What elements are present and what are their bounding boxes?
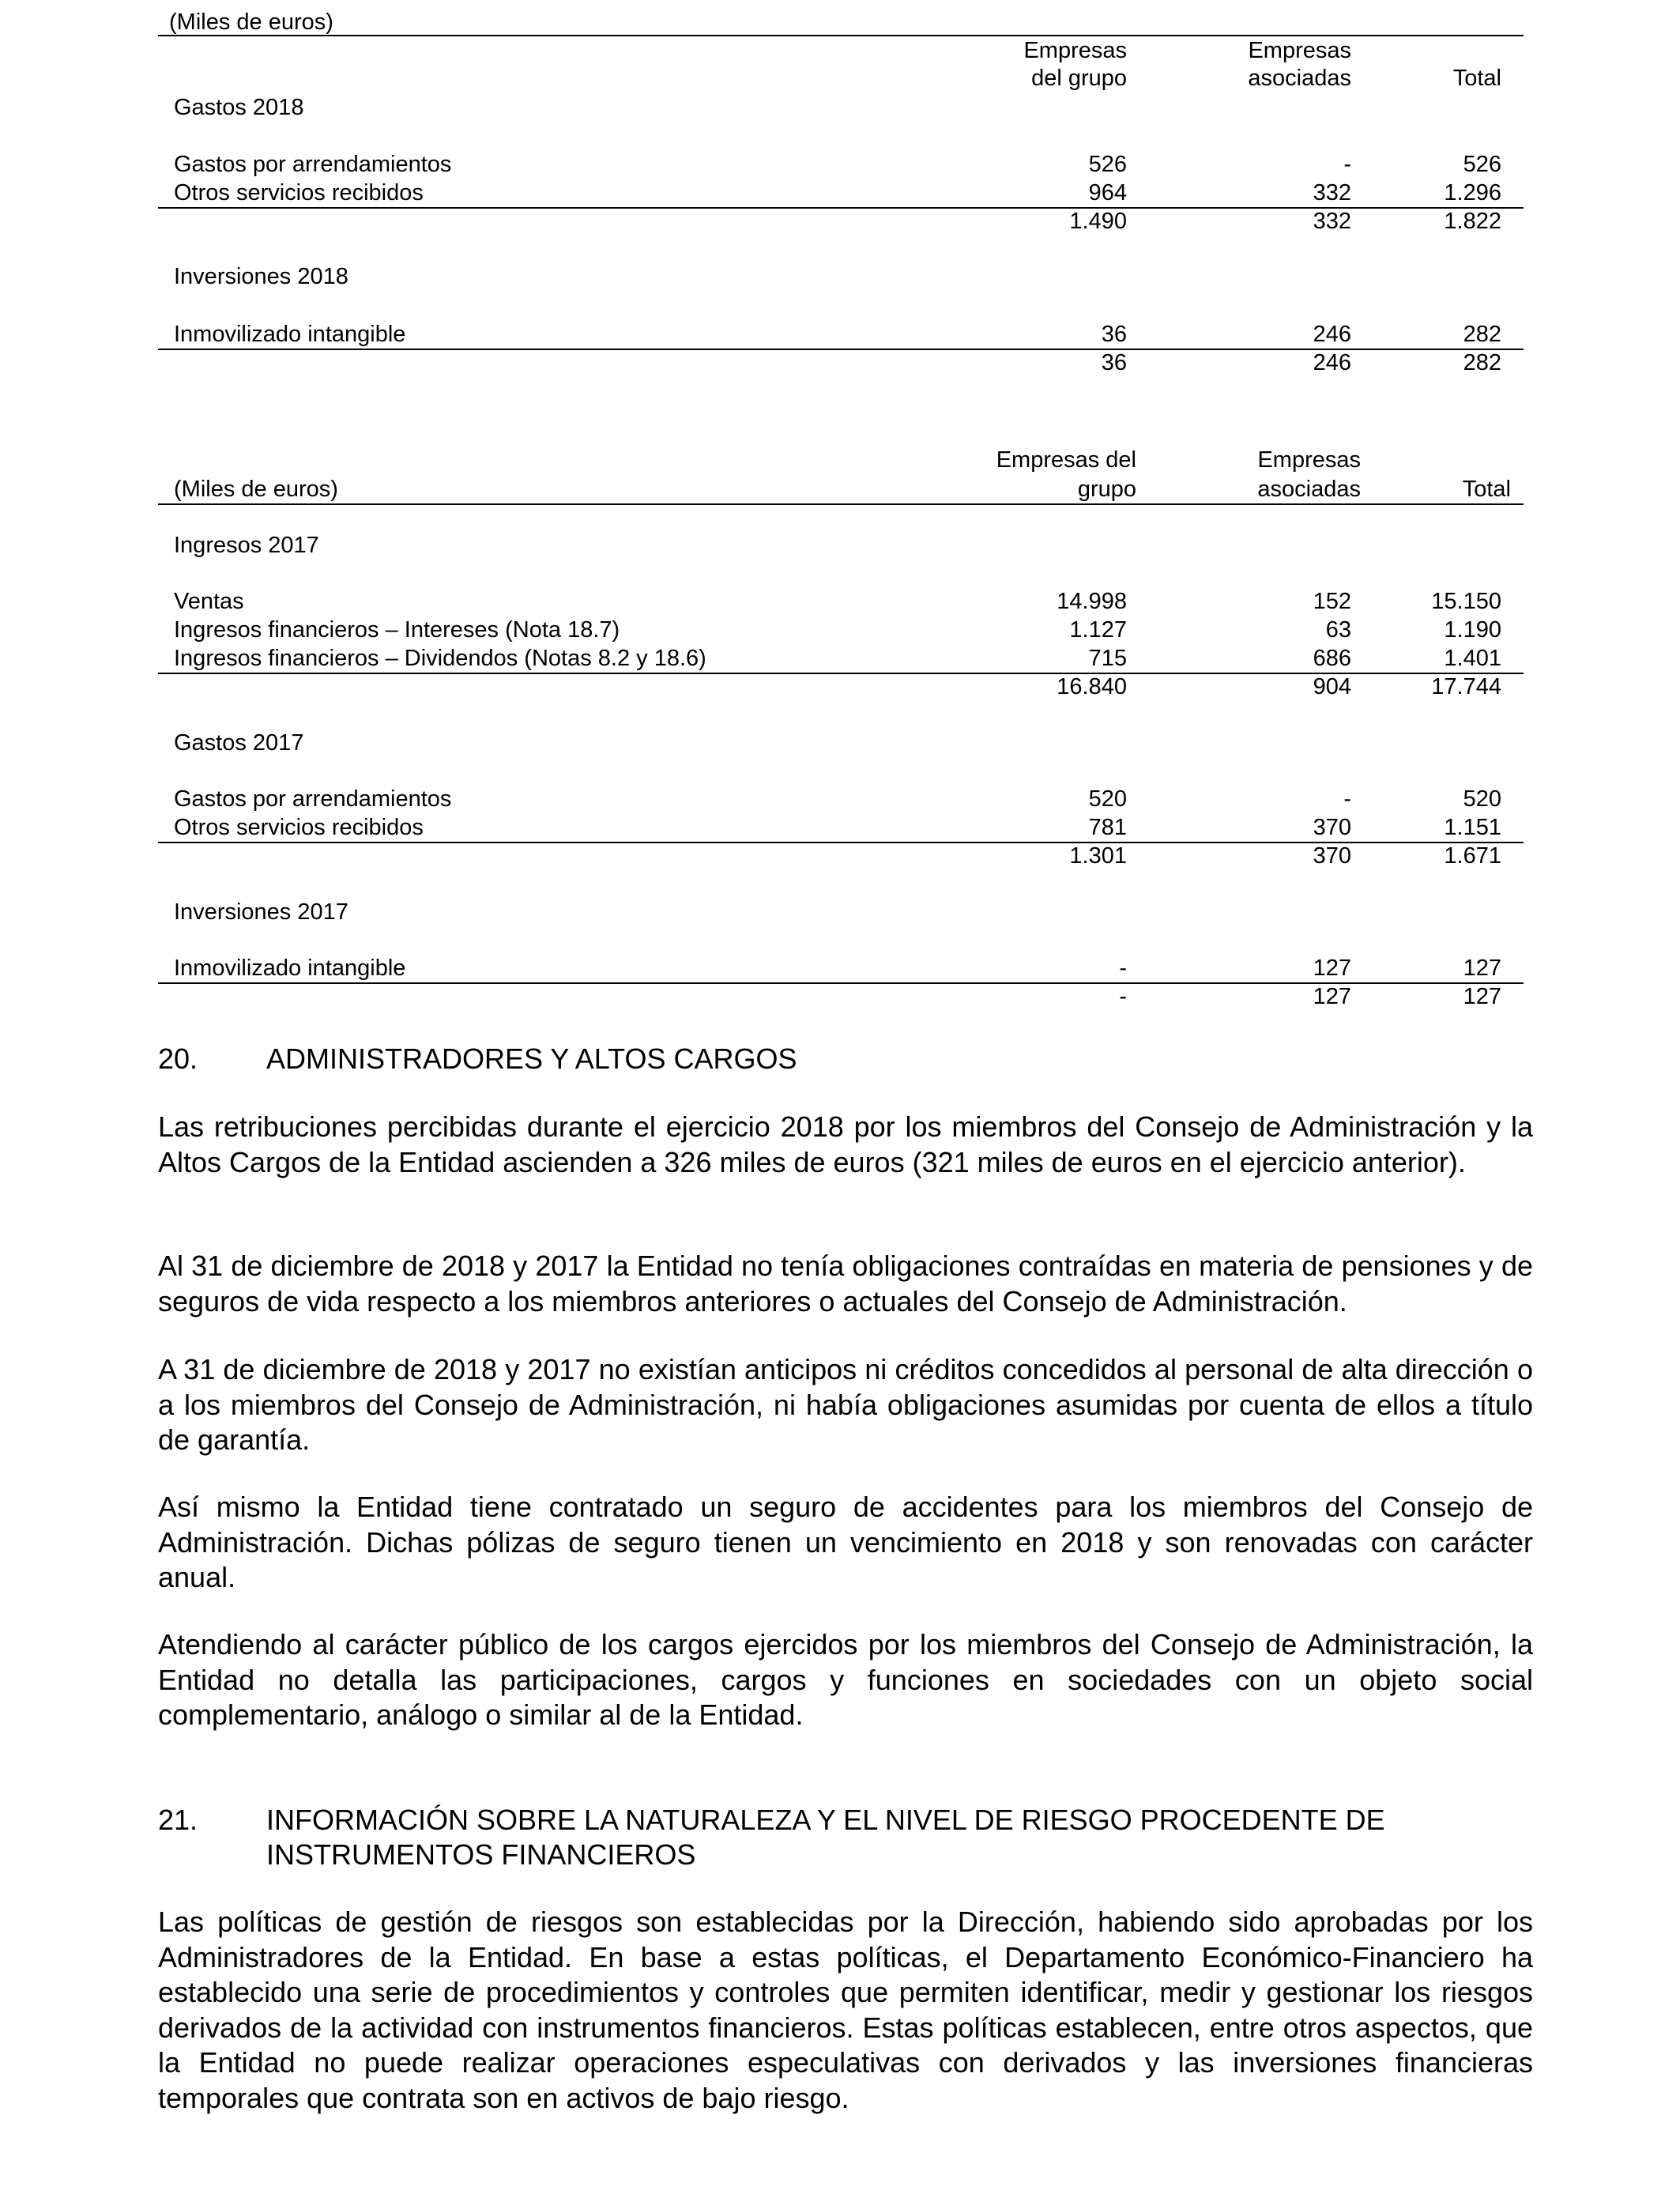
cell-grupo: 1.127 [1069, 617, 1127, 643]
subtotal-asociadas: 370 [1313, 843, 1351, 869]
subtotal-asociadas: 127 [1313, 984, 1351, 1009]
subtotal-grupo: 16.840 [1057, 674, 1127, 699]
section-title-ingresos: Ingresos 2017 [174, 533, 319, 558]
section-number: 21. [158, 1804, 198, 1836]
section-title-line1: INFORMACIÓN SOBRE LA NATURALEZA Y EL NIVEL DE RIESGO PROCEDENTE DE [266, 1804, 1385, 1836]
col-header-grupo-line2: grupo [1077, 477, 1136, 502]
cell-total: 1.151 [1444, 815, 1501, 840]
col-header-asociadas-line1: Empresas [1257, 447, 1361, 473]
row-label: Ingresos financieros – Dividendos (Notas 8.2 y 18.6) [174, 646, 706, 671]
col-header-asociadas-line2: asociadas [1248, 66, 1351, 91]
row-label: Ventas [174, 589, 244, 614]
cell-total: 526 [1463, 152, 1501, 177]
section-title-gastos: Gastos 2017 [174, 730, 304, 756]
table-unit-label: (Miles de euros) [169, 9, 333, 35]
cell-asociadas: 127 [1313, 956, 1351, 981]
subtotal-total: 282 [1463, 350, 1501, 375]
cell-asociadas: 686 [1313, 646, 1351, 671]
cell-asociadas: 246 [1313, 322, 1351, 347]
cell-total: 520 [1463, 786, 1501, 812]
col-header-grupo-line1: Empresas del [996, 447, 1136, 473]
cell-total: 282 [1463, 322, 1501, 347]
cell-asociadas: 63 [1325, 617, 1351, 643]
subtotal-total: 1.671 [1444, 843, 1501, 869]
cell-grupo: 520 [1088, 786, 1127, 812]
subtotal-grupo: 1.301 [1069, 843, 1127, 869]
cell-total: 1.401 [1444, 646, 1501, 671]
subtotal-grupo: 1.490 [1069, 209, 1127, 234]
row-label: Inmovilizado intangible [174, 322, 406, 347]
cell-asociadas: - [1343, 786, 1351, 812]
paragraph: A 31 de diciembre de 2018 y 2017 no existían anticipos ni créditos concedidos al personal de alta dirección o a los miembros del Consejo de Administración, ni había obligaciones asumidas por cuenta de ellos a título de garantía. [158, 1353, 1533, 1456]
cell-grupo: 14.998 [1057, 589, 1127, 614]
subtotal-asociadas: 904 [1313, 674, 1351, 699]
paragraph: Así mismo la Entidad tiene contratado un seguro de accidentes para los miembros del Consejo de Administración. Dichas pólizas de seguro tienen un vencimiento en 2018 y son renovadas con carácter anual. [158, 1491, 1533, 1593]
row-label: Otros servicios recibidos [174, 180, 424, 205]
section-title: ADMINISTRADORES Y ALTOS CARGOS [266, 1042, 797, 1075]
cell-grupo: 781 [1088, 815, 1127, 840]
col-header-asociadas-line1: Empresas [1248, 38, 1351, 63]
cell-grupo: 964 [1088, 180, 1127, 205]
cell-total: 1.190 [1444, 617, 1501, 643]
cell-asociadas: 370 [1313, 815, 1351, 840]
cell-total: 127 [1463, 956, 1501, 981]
cell-grupo: 526 [1088, 152, 1127, 177]
col-header-grupo-line2: del grupo [1031, 66, 1127, 91]
col-header-asociadas-line2: asociadas [1257, 477, 1361, 502]
cell-asociadas: - [1343, 152, 1351, 177]
cell-total: 1.296 [1444, 180, 1501, 205]
cell-grupo: 36 [1101, 322, 1127, 347]
paragraph: Atendiendo al carácter público de los cargos ejercidos por los miembros del Consejo de Administración, la Entidad no detalla las participaciones, cargos y funciones en sociedades con un objeto social complementario, análogo o similar al de la Entidad. [158, 1628, 1533, 1731]
subtotal-asociadas: 246 [1313, 350, 1351, 375]
section-title-inversiones: Inversiones 2018 [174, 264, 348, 289]
paragraph: Al 31 de diciembre de 2018 y 2017 la Entidad no tenía obligaciones contraídas en materia de pensiones y de seguros de vida respecto a los miembros anteriores o actuales del Consejo de Administración. [158, 1250, 1533, 1318]
cell-grupo: - [1119, 956, 1127, 981]
row-label: Ingresos financieros – Intereses (Nota 18.7) [174, 617, 620, 643]
cell-asociadas: 152 [1313, 589, 1351, 614]
cell-total: 15.150 [1431, 589, 1501, 614]
subtotal-total: 17.744 [1431, 674, 1501, 699]
row-label: Gastos por arrendamientos [174, 786, 452, 812]
row-label: Otros servicios recibidos [174, 815, 424, 840]
subtotal-grupo: - [1119, 984, 1127, 1009]
col-header-grupo-line1: Empresas [1023, 38, 1127, 63]
paragraph: Las políticas de gestión de riesgos son establecidas por la Dirección, habiendo sido aprobadas por los Administradores de la Entidad. En base a estas políticas, el Departamento Económico-Financiero ha establecido una serie de procedimientos y controles que permiten identificar, medir y gestionar los riesgos derivados de la actividad con instrumentos financieros. Estas políticas establecen, entre otros aspectos, que la Entidad no puede realizar operaciones especulativas con derivados y las inversiones financieras temporales que contrata son en activos de bajo riesgo. [158, 1906, 1533, 2114]
subtotal-total: 127 [1463, 984, 1501, 1009]
row-label: Gastos por arrendamientos [174, 152, 452, 177]
subtotal-grupo: 36 [1101, 350, 1127, 375]
subtotal-asociadas: 332 [1313, 209, 1351, 234]
section-number: 20. [158, 1042, 198, 1075]
section-title-line2: INSTRUMENTOS FINANCIEROS [266, 1838, 696, 1871]
section-title-gastos: Gastos 2018 [174, 95, 304, 120]
paragraph: Las retribuciones percibidas durante el ejercicio 2018 por los miembros del Consejo de Administración y la Altos Cargos de la Entidad ascienden a 326 miles de euros (321 miles de euros en el ejercicio anterior). [158, 1110, 1533, 1178]
row-label: Inmovilizado intangible [174, 956, 406, 981]
cell-asociadas: 332 [1313, 180, 1351, 205]
col-header-total: Total [1462, 477, 1511, 502]
cell-grupo: 715 [1088, 646, 1127, 671]
col-header-total: Total [1452, 66, 1501, 91]
table-header-rule [158, 503, 1524, 505]
section-title-inversiones: Inversiones 2017 [174, 899, 348, 925]
subtotal-total: 1.822 [1444, 209, 1501, 234]
table-unit-label: (Miles de euros) [174, 477, 338, 502]
